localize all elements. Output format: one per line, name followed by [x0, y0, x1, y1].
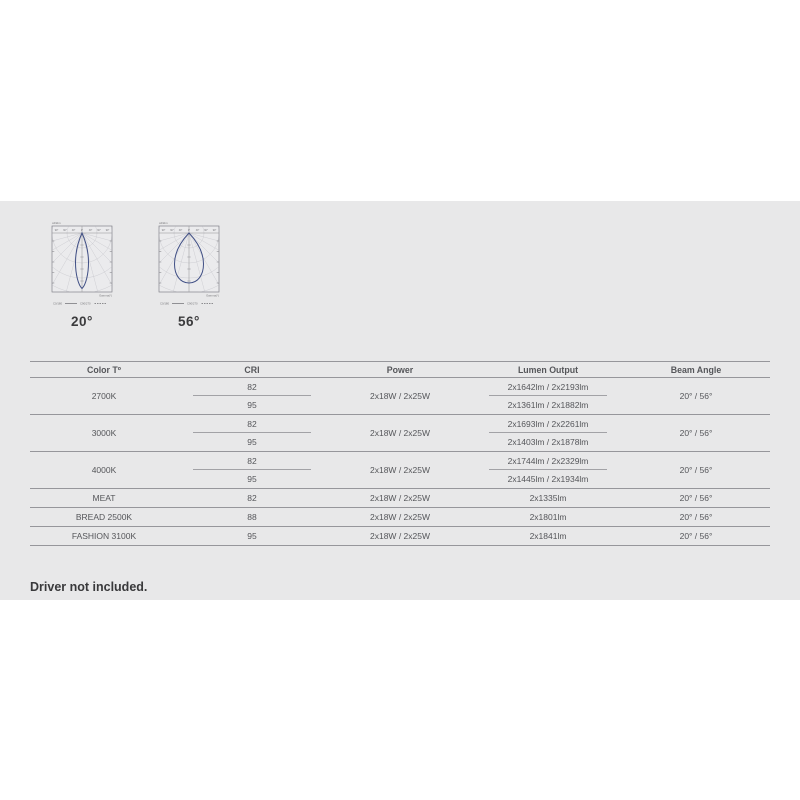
cell-lumen: 2x1841lm — [474, 527, 622, 546]
cell-cri: 88 — [178, 508, 326, 527]
cell-cri: 95 — [178, 527, 326, 546]
svg-text:60°: 60° — [204, 229, 208, 233]
cell-lumen: 2x1744lm / 2x2329lm — [474, 452, 622, 471]
photometric-diagram-56deg — [153, 216, 225, 310]
cell-color-t: 4000K — [30, 452, 178, 489]
svg-text:C0/180: C0/180 — [53, 301, 63, 306]
svg-text:90°: 90° — [105, 229, 110, 233]
svg-text:60°: 60° — [97, 229, 101, 233]
cell-color-t: MEAT — [30, 489, 178, 508]
diagram-legend — [160, 302, 214, 306]
table-row-bread — [30, 508, 770, 527]
table-row-3000k-a — [30, 415, 770, 434]
cell-beam-angle: 20° / 56° — [622, 378, 770, 415]
cell-cri: 82 — [178, 489, 326, 508]
cell-beam-angle: 20° / 56° — [622, 508, 770, 527]
spec-table — [30, 361, 770, 546]
svg-text:C90/270: C90/270 — [80, 301, 91, 306]
table-row-meat — [30, 489, 770, 508]
cell-color-t: BREAD 2500K — [30, 508, 178, 527]
driver-note: Driver not included. — [30, 580, 148, 594]
cell-cri: 95 — [178, 470, 326, 489]
diagram-legend — [53, 302, 107, 306]
col-header-power: Power — [326, 362, 474, 378]
lumen-divider — [489, 432, 607, 433]
svg-text:0°: 0° — [187, 229, 191, 233]
beam-angle-label-56: 56° — [178, 314, 200, 329]
unit-label: cd/klm — [159, 221, 168, 225]
lumen-divider — [489, 395, 607, 396]
cell-beam-angle: 20° / 56° — [622, 452, 770, 489]
cri-divider — [193, 432, 311, 433]
table-header-row — [30, 362, 770, 378]
col-header-beam-angle: Beam Angle — [622, 362, 770, 378]
cell-color-t: 2700K — [30, 378, 178, 415]
cell-beam-angle: 20° / 56° — [622, 527, 770, 546]
cell-lumen: 2x1361lm / 2x1882lm — [474, 396, 622, 415]
gamma-axis-label: Gamma(°) — [206, 293, 219, 298]
svg-text:C90/270: C90/270 — [187, 301, 198, 306]
cell-power: 2x18W / 2x25W — [326, 378, 474, 415]
cell-beam-angle: 20° / 56° — [622, 489, 770, 508]
svg-text:30°: 30° — [88, 229, 93, 233]
cell-power: 2x18W / 2x25W — [326, 508, 474, 527]
cell-lumen: 2x1642lm / 2x2193lm — [474, 378, 622, 397]
table-row-2700k-a — [30, 378, 770, 397]
cell-power: 2x18W / 2x25W — [326, 527, 474, 546]
cell-lumen: 2x1335lm — [474, 489, 622, 508]
cell-cri: 82 — [178, 378, 326, 397]
cell-cri: 82 — [178, 415, 326, 434]
svg-text:30°: 30° — [71, 229, 76, 233]
cell-color-t: 3000K — [30, 415, 178, 452]
table-row-4000k-a — [30, 452, 770, 471]
cell-lumen: 2x1693lm / 2x2261lm — [474, 415, 622, 434]
cell-power: 2x18W / 2x25W — [326, 452, 474, 489]
cell-cri: 95 — [178, 396, 326, 415]
svg-text:0°: 0° — [80, 229, 84, 233]
svg-text:90°: 90° — [212, 229, 217, 233]
gamma-axis-label: Gamma(°) — [99, 293, 112, 298]
svg-text:30°: 30° — [178, 229, 183, 233]
cri-divider — [193, 469, 311, 470]
gray-panel — [0, 201, 800, 600]
svg-text:60°: 60° — [63, 229, 67, 233]
cell-lumen: 2x1445lm / 2x1934lm — [474, 470, 622, 489]
svg-text:90°: 90° — [161, 229, 166, 233]
cell-color-t: FASHION 3100K — [30, 527, 178, 546]
beam-angle-label-20: 20° — [71, 314, 93, 329]
cell-power: 2x18W / 2x25W — [326, 489, 474, 508]
col-header-cri: CRI — [178, 362, 326, 378]
photometric-diagram-20deg — [46, 216, 118, 310]
cell-power: 2x18W / 2x25W — [326, 415, 474, 452]
cell-lumen: 2x1801lm — [474, 508, 622, 527]
svg-text:90°: 90° — [54, 229, 59, 233]
col-header-lumen-output: Lumen Output — [474, 362, 622, 378]
cell-lumen: 2x1403lm / 2x1878lm — [474, 433, 622, 452]
cell-cri: 82 — [178, 452, 326, 471]
col-header-color-t: Color Tº — [30, 362, 178, 378]
cell-cri: 95 — [178, 433, 326, 452]
svg-text:30°: 30° — [195, 229, 200, 233]
svg-text:60°: 60° — [170, 229, 174, 233]
cell-beam-angle: 20° / 56° — [622, 415, 770, 452]
table-row-fashion — [30, 527, 770, 546]
lumen-divider — [489, 469, 607, 470]
unit-label: cd/klm — [52, 221, 61, 225]
svg-text:C0/180: C0/180 — [160, 301, 170, 306]
cri-divider — [193, 395, 311, 396]
